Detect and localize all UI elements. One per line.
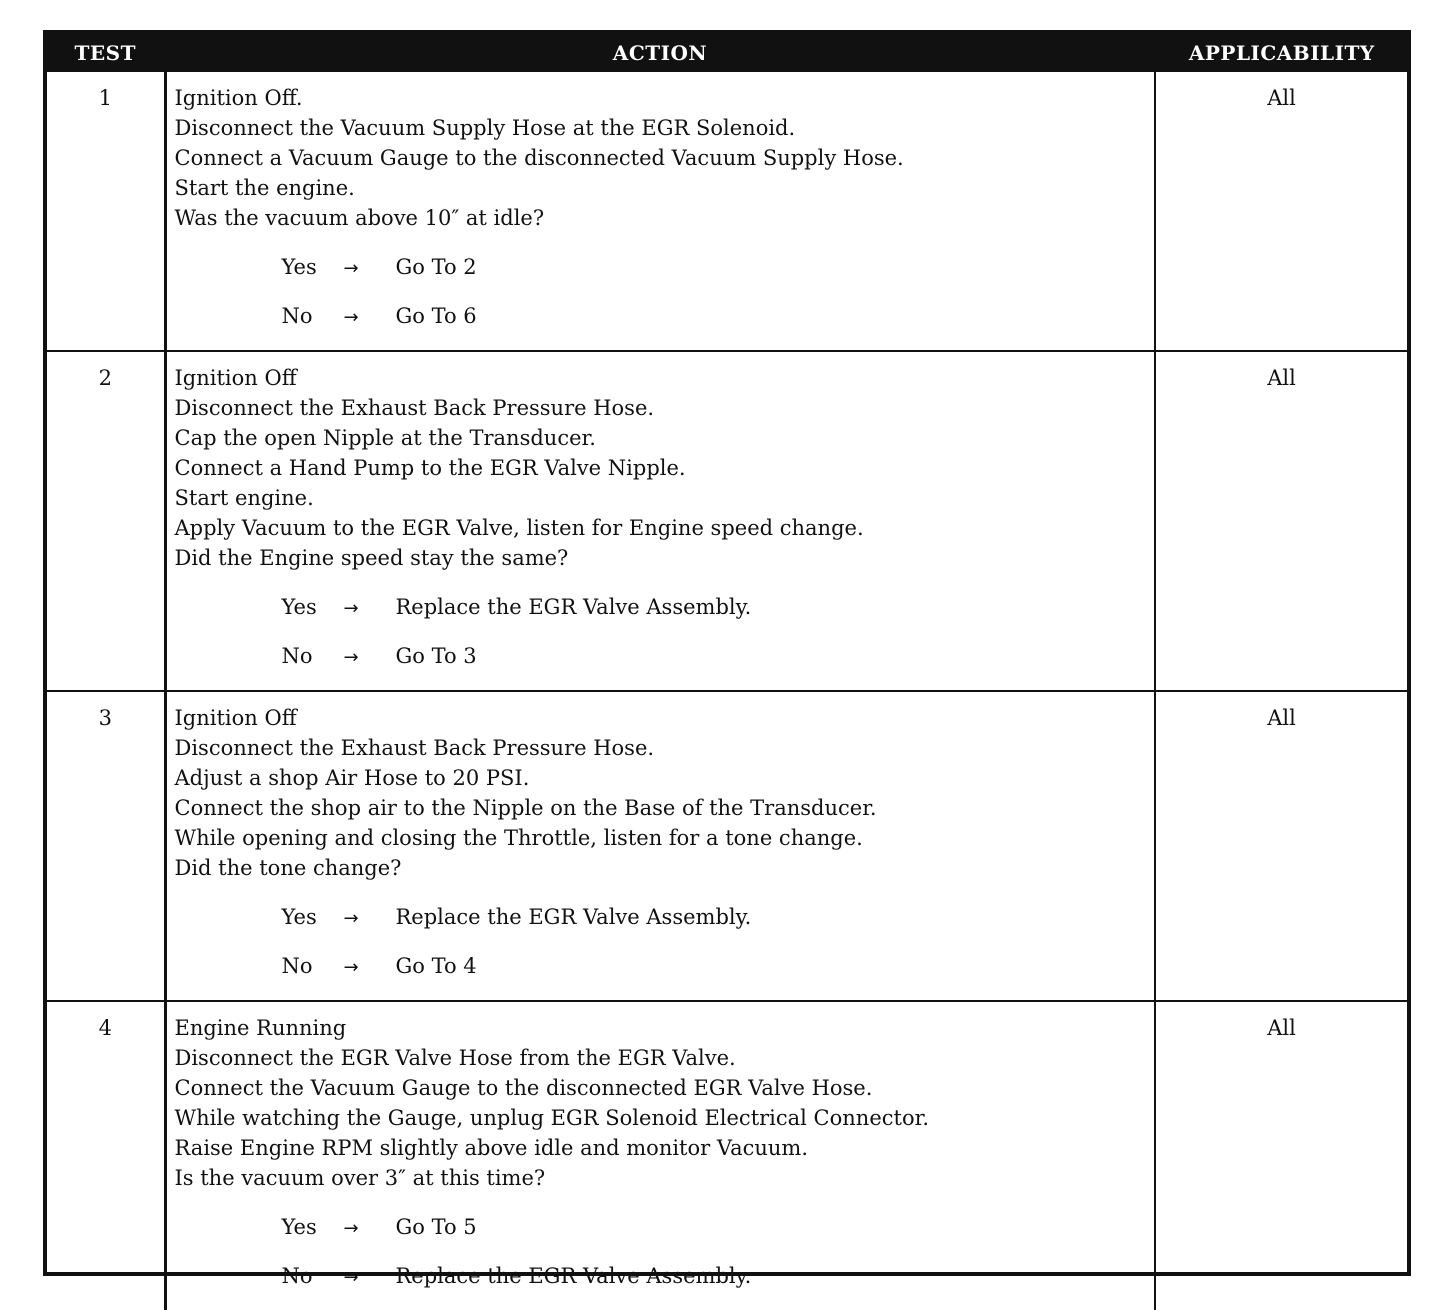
applicability-cell: All — [1155, 72, 1407, 351]
no-label: No — [281, 304, 313, 328]
action-line: Disconnect the Vacuum Supply Hose at the EGR Solenoid. — [174, 116, 796, 140]
applicability-cell: All — [1155, 351, 1407, 691]
action-line: Adjust a shop Air Hose to 20 PSI. — [174, 766, 530, 790]
action-line: Disconnect the Exhaust Back Pressure Hose. — [174, 736, 655, 760]
yes-answer — [175, 902, 1147, 932]
yes-answer — [175, 592, 1147, 622]
question-line: Was the vacuum above 10″ at idle? — [174, 206, 545, 230]
answer-block — [175, 1212, 1147, 1291]
action-cell — [165, 691, 1155, 1001]
applicability-cell: All — [1267, 1016, 1296, 1040]
test-number: 2 — [47, 351, 165, 691]
no-answer — [175, 1261, 1147, 1291]
yes-label: Yes — [281, 595, 317, 619]
question-line: Did the tone change? — [174, 856, 402, 880]
action-line: Cap the open Nipple at the Transducer. — [174, 426, 596, 450]
no-label: No — [281, 1264, 313, 1288]
action-line: Connect the shop air to the Nipple on the Base of the Transducer. — [174, 796, 877, 820]
applicability-cell: All — [1155, 691, 1407, 1001]
test-row-3 — [47, 691, 1407, 1001]
right-arrow-icon: → — [343, 1267, 359, 1288]
test-number: 3 — [47, 691, 165, 1001]
no-result: Go To 4 — [395, 954, 477, 978]
diagnostic-test-table — [47, 34, 1407, 1310]
no-label: No — [281, 954, 313, 978]
question-line: Did the Engine speed stay the same? — [174, 546, 569, 570]
right-arrow-icon: → — [343, 598, 359, 619]
no-result: Go To 3 — [395, 644, 477, 668]
right-arrow-icon: → — [343, 647, 359, 668]
header-applicability: APPLICABILITY — [1155, 34, 1407, 72]
yes-label: Yes — [281, 905, 317, 929]
action-cell — [165, 351, 1155, 691]
right-arrow-icon: → — [343, 307, 359, 328]
yes-answer — [175, 252, 1147, 282]
yes-result: Go To 5 — [395, 1215, 477, 1239]
question-line: Is the vacuum over 3″ at this time? — [174, 1166, 546, 1190]
yes-label: Yes — [281, 255, 317, 279]
answer-block — [175, 902, 1147, 981]
yes-result: Replace the EGR Valve Assembly. — [395, 905, 752, 929]
action-line: Ignition Off — [174, 706, 297, 730]
action-line: Connect a Hand Pump to the EGR Valve Nipple. — [174, 456, 686, 480]
right-arrow-icon: → — [343, 1218, 359, 1239]
yes-result: Replace the EGR Valve Assembly. — [395, 595, 752, 619]
test-number: 4 — [47, 1001, 165, 1310]
right-arrow-icon: → — [343, 908, 359, 929]
action-line: Disconnect the Exhaust Back Pressure Hose. — [174, 396, 655, 420]
action-line: Connect the Vacuum Gauge to the disconnected EGR Valve Hose. — [174, 1076, 873, 1100]
action-cell — [165, 72, 1155, 351]
no-label: No — [281, 644, 313, 668]
action-line: Apply Vacuum to the EGR Valve, listen for Engine speed change. — [174, 516, 864, 540]
test-row-1 — [47, 72, 1407, 351]
test-number: 1 — [47, 72, 165, 351]
action-line: Connect a Vacuum Gauge to the disconnected Vacuum Supply Hose. — [174, 146, 904, 170]
action-line: Raise Engine RPM slightly above idle and monitor Vacuum. — [174, 1136, 809, 1160]
action-line: Ignition Off. — [174, 86, 303, 110]
no-answer — [175, 641, 1147, 671]
header-action: ACTION — [165, 34, 1155, 72]
no-answer — [175, 301, 1147, 331]
yes-result: Go To 2 — [395, 255, 477, 279]
no-result: Replace the EGR Valve Assembly. — [395, 1264, 752, 1288]
action-line: Start engine. — [174, 486, 314, 510]
right-arrow-icon: → — [343, 258, 359, 279]
yes-answer — [175, 1212, 1147, 1242]
no-answer — [175, 951, 1147, 981]
yes-label: Yes — [281, 1215, 317, 1239]
no-result: Go To 6 — [395, 304, 477, 328]
action-line: Engine Running — [174, 1016, 347, 1040]
header-row — [47, 34, 1407, 72]
answer-block — [175, 252, 1147, 331]
test-row-4 — [47, 1001, 1407, 1310]
header-test: TEST — [47, 34, 165, 72]
action-line: While watching the Gauge, unplug EGR Solenoid Electrical Connector. — [174, 1106, 929, 1130]
action-line: Start the engine. — [174, 176, 355, 200]
action-line: Disconnect the EGR Valve Hose from the EGR Valve. — [174, 1046, 736, 1070]
right-arrow-icon: → — [343, 957, 359, 978]
action-cell — [165, 1001, 1155, 1310]
diagnostic-test-table-frame — [43, 30, 1411, 1288]
action-line: Ignition Off — [174, 366, 297, 390]
test-row-2 — [47, 351, 1407, 691]
action-line: While opening and closing the Throttle, listen for a tone change. — [174, 826, 863, 850]
answer-block — [175, 592, 1147, 671]
